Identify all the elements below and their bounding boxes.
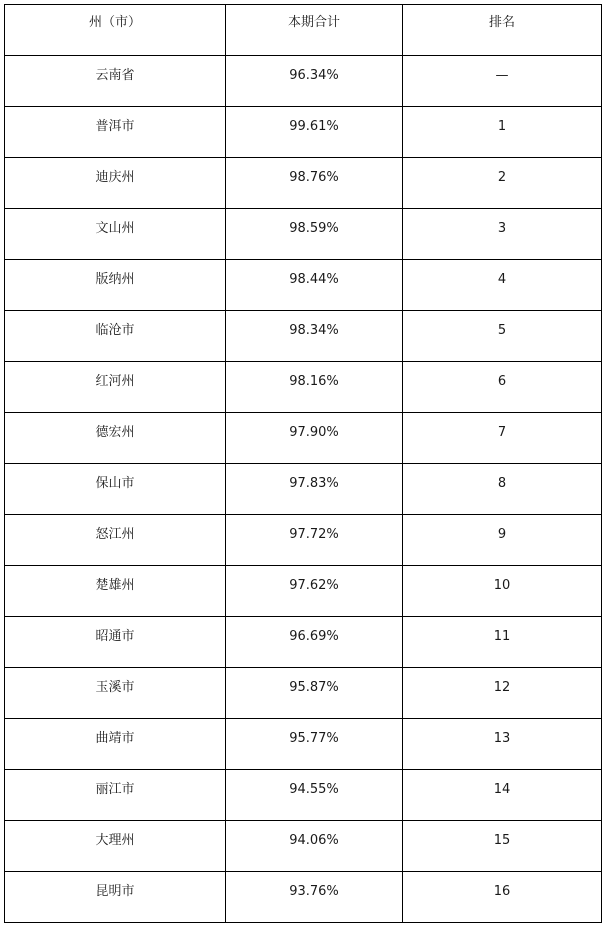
cell-rank bbox=[403, 311, 602, 362]
cell-total bbox=[226, 413, 403, 464]
cell-region bbox=[5, 617, 226, 668]
cell-total bbox=[226, 260, 403, 311]
cell-rank bbox=[403, 719, 602, 770]
cell-total bbox=[226, 56, 403, 107]
table-row bbox=[5, 413, 602, 464]
table-row bbox=[5, 566, 602, 617]
cell-rank bbox=[403, 362, 602, 413]
cell-rank bbox=[403, 107, 602, 158]
total-value: 94.06% bbox=[289, 833, 339, 848]
region-name: 普洱市 bbox=[95, 119, 135, 134]
table-row bbox=[5, 515, 602, 566]
region-name: 玉溪市 bbox=[95, 680, 135, 695]
cell-rank bbox=[403, 617, 602, 668]
cell-total bbox=[226, 158, 403, 209]
total-value: 98.16% bbox=[289, 374, 339, 389]
cell-region bbox=[5, 56, 226, 107]
total-value: 95.87% bbox=[289, 680, 339, 695]
cell-total bbox=[226, 566, 403, 617]
rank-value: — bbox=[495, 68, 509, 83]
total-value: 98.34% bbox=[289, 323, 339, 338]
total-value: 96.34% bbox=[289, 68, 339, 83]
total-value: 94.55% bbox=[289, 782, 339, 797]
cell-region bbox=[5, 107, 226, 158]
rank-value: 14 bbox=[493, 782, 511, 797]
rank-value: 9 bbox=[497, 527, 507, 542]
region-name: 昆明市 bbox=[95, 884, 135, 899]
table-row bbox=[5, 260, 602, 311]
cell-rank bbox=[403, 209, 602, 260]
cell-rank bbox=[403, 821, 602, 872]
region-name: 曲靖市 bbox=[95, 731, 135, 746]
table-row bbox=[5, 362, 602, 413]
cell-region bbox=[5, 821, 226, 872]
cell-total bbox=[226, 464, 403, 515]
table-row bbox=[5, 770, 602, 821]
rank-value: 7 bbox=[497, 425, 507, 440]
cell-region bbox=[5, 770, 226, 821]
rank-value: 16 bbox=[493, 884, 511, 899]
total-value: 95.77% bbox=[289, 731, 339, 746]
region-name: 临沧市 bbox=[95, 323, 135, 338]
total-value: 97.83% bbox=[289, 476, 339, 491]
rank-value: 6 bbox=[497, 374, 507, 389]
cell-total bbox=[226, 311, 403, 362]
cell-rank bbox=[403, 770, 602, 821]
rank-value: 10 bbox=[493, 578, 511, 593]
cell-total bbox=[226, 107, 403, 158]
header-region bbox=[5, 5, 226, 56]
cell-total bbox=[226, 821, 403, 872]
rank-value: 11 bbox=[493, 629, 511, 644]
total-value: 98.76% bbox=[289, 170, 339, 185]
header-region-label: 州（市） bbox=[88, 15, 141, 30]
header-total-label: 本期合计 bbox=[287, 15, 340, 30]
cell-total bbox=[226, 209, 403, 260]
region-name: 丽江市 bbox=[95, 782, 135, 797]
cell-rank bbox=[403, 56, 602, 107]
cell-region bbox=[5, 260, 226, 311]
header-rank-label: 排名 bbox=[488, 15, 515, 30]
region-name: 楚雄州 bbox=[95, 578, 135, 593]
rank-value: 13 bbox=[493, 731, 511, 746]
total-value: 97.62% bbox=[289, 578, 339, 593]
region-name: 云南省 bbox=[95, 68, 135, 83]
cell-total bbox=[226, 362, 403, 413]
table-row bbox=[5, 56, 602, 107]
cell-total bbox=[226, 719, 403, 770]
table-row bbox=[5, 617, 602, 668]
rank-value: 12 bbox=[493, 680, 511, 695]
cell-rank bbox=[403, 260, 602, 311]
rank-value: 15 bbox=[493, 833, 511, 848]
cell-region bbox=[5, 158, 226, 209]
region-name: 昭通市 bbox=[95, 629, 135, 644]
cell-rank bbox=[403, 515, 602, 566]
cell-rank bbox=[403, 158, 602, 209]
ranking-table-container bbox=[4, 4, 602, 923]
cell-region bbox=[5, 464, 226, 515]
cell-total bbox=[226, 872, 403, 923]
table-row bbox=[5, 209, 602, 260]
total-value: 97.72% bbox=[289, 527, 339, 542]
cell-region bbox=[5, 515, 226, 566]
region-name: 德宏州 bbox=[95, 425, 135, 440]
region-name: 怒江州 bbox=[95, 527, 135, 542]
region-name: 保山市 bbox=[95, 476, 135, 491]
table-row bbox=[5, 872, 602, 923]
cell-region bbox=[5, 311, 226, 362]
region-name: 版纳州 bbox=[95, 272, 135, 287]
rank-value: 2 bbox=[497, 170, 507, 185]
cell-region bbox=[5, 872, 226, 923]
cell-region bbox=[5, 719, 226, 770]
region-name: 文山州 bbox=[95, 221, 135, 236]
rank-value: 5 bbox=[497, 323, 507, 338]
table-row bbox=[5, 719, 602, 770]
header-rank bbox=[403, 5, 602, 56]
region-name: 迪庆州 bbox=[95, 170, 135, 185]
total-value: 98.44% bbox=[289, 272, 339, 287]
table-row bbox=[5, 311, 602, 362]
cell-rank bbox=[403, 566, 602, 617]
total-value: 93.76% bbox=[289, 884, 339, 899]
rank-value: 3 bbox=[497, 221, 507, 236]
cell-rank bbox=[403, 668, 602, 719]
cell-region bbox=[5, 668, 226, 719]
cell-region bbox=[5, 209, 226, 260]
total-value: 97.90% bbox=[289, 425, 339, 440]
total-value: 98.59% bbox=[289, 221, 339, 236]
header-row bbox=[5, 5, 602, 56]
cell-total bbox=[226, 515, 403, 566]
cell-region bbox=[5, 413, 226, 464]
header-total bbox=[226, 5, 403, 56]
rank-value: 1 bbox=[497, 119, 507, 134]
total-value: 96.69% bbox=[289, 629, 339, 644]
rank-value: 8 bbox=[497, 476, 507, 491]
rank-value: 4 bbox=[497, 272, 507, 287]
cell-rank bbox=[403, 464, 602, 515]
cell-total bbox=[226, 770, 403, 821]
region-name: 大理州 bbox=[95, 833, 135, 848]
ranking-table bbox=[4, 4, 602, 923]
cell-total bbox=[226, 617, 403, 668]
cell-rank bbox=[403, 413, 602, 464]
total-value: 99.61% bbox=[289, 119, 339, 134]
table-row bbox=[5, 107, 602, 158]
cell-region bbox=[5, 362, 226, 413]
table-row bbox=[5, 158, 602, 209]
cell-rank bbox=[403, 872, 602, 923]
table-row bbox=[5, 464, 602, 515]
cell-total bbox=[226, 668, 403, 719]
table-row bbox=[5, 668, 602, 719]
cell-region bbox=[5, 566, 226, 617]
table-row bbox=[5, 821, 602, 872]
region-name: 红河州 bbox=[95, 374, 135, 389]
